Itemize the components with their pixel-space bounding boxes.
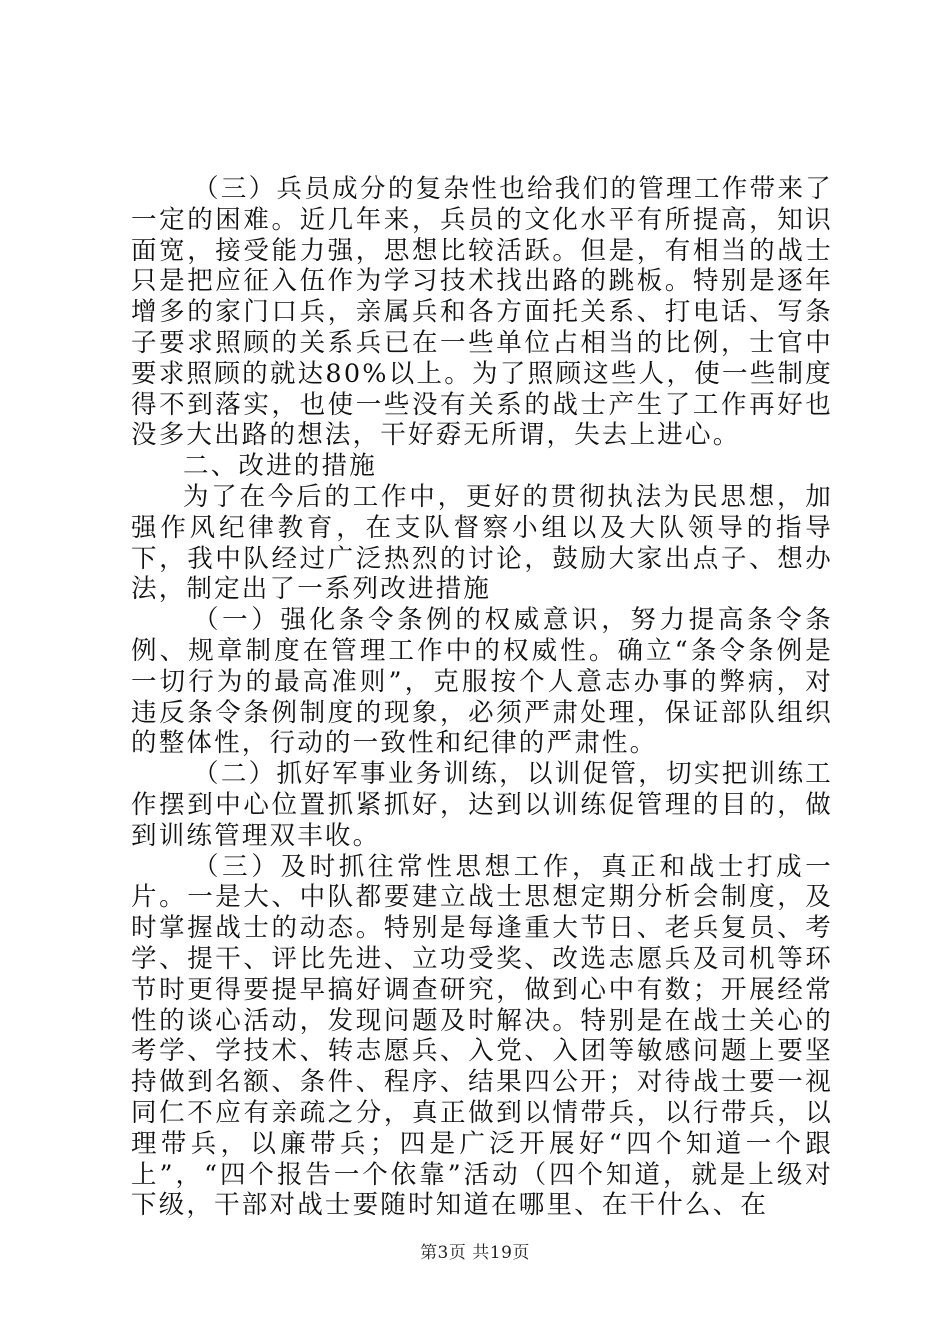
section-heading-improvements: 二、改进的措施 [183, 451, 377, 482]
paragraph-measure-one: （一）强化条令条例的权威意识，努力提高条令条例、规章制度在管理工作中的权威性。确立“条令条例是一切行为的最高准则”，克服按个人意志办事的弊病，对违反条令条例制度的现象，必须严肃处理，保证部队组织的整体性，行动的一致性和纪律的严肃性。 [131, 605, 833, 759]
paragraph-recruit-composition: （三）兵员成分的复杂性也给我们的管理工作带来了一定的困难。近几年来，兵员的文化水平有所提高，知识面宽，接受能力强，思想比较活跃。但是，有相当的战士只是把应征入伍作为学习技术找出路的跳板。特别是逐年增多的家门口兵，亲属兵和各方面托关系、打电话、写条子要求照顾的关系兵已在一些单位占相当的比例，士官中要求照顾的就达80%以上。为了照顾这些人，使一些制度得不到落实，也使一些没有关系的战士产生了工作再好也没多大出路的想法，干好孬无所谓，失去上进心。 [131, 174, 833, 451]
paragraph-measure-two: （二）抓好军事业务训练，以训促管，切实把训练工作摆到中心位置抓紧抓好，达到以训练促管理的目的，做到训练管理双丰收。 [131, 759, 833, 851]
document-body [131, 174, 833, 1221]
page-number-footer: 第3页 共19页 [420, 1243, 530, 1263]
paragraph-measure-three: （三）及时抓往常性思想工作，真正和战士打成一片。一是大、中队都要建立战士思想定期分析会制度，及时掌握战士的动态。特别是每逢重大节日、老兵复员、考学、提干、评比先进、立功受奖、改选志愿兵及司机等环节时更得要提早搞好调查研究，做到心中有数；开展经常性的谈心活动，发现问题及时解决。特别是在战士关心的考学、学技术、转志愿兵、入党、入团等敏感问题上要坚持做到名额、条件、程序、结果四公开；对待战士要一视同仁不应有亲疏之分，真正做到以情带兵，以行带兵，以理带兵，以廉带兵；四是广泛开展好“四个知道一个跟上”，“四个报告一个依靠”活动（四个知道，就是上级对下级，干部对战士要随时知道在哪里、在干什么、在 [131, 851, 833, 1221]
paragraph-improvement-intro: 为了在今后的工作中，更好的贯彻执法为民思想，加强作风纪律教育，在支队督察小组以及大队领导的指导下，我中队经过广泛热烈的讨论，鼓励大家出点子、想办法，制定出了一系列改进措施 [131, 481, 833, 605]
